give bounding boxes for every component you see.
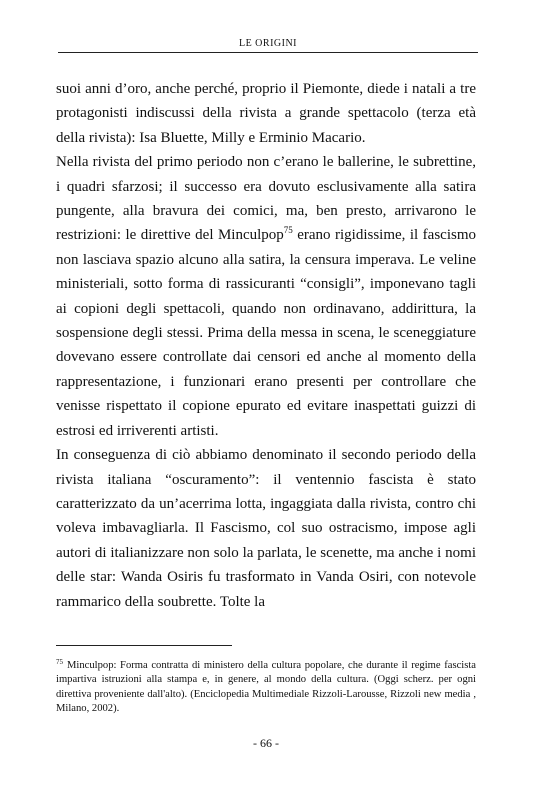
paragraph-text: Nella rivista del primo periodo non c’erano le ballerine, le subrettine, i quadri sfarzosi; il successo era dovuto esclusivamente alla satira pungente, alla bravura dei comici, ma, ben presto, arrivarono le restrizioni: le direttive del Minculpop xyxy=(56,154,476,244)
footnote-text: Minculpop: Forma contratta di ministero della cultura popolare, che durante il regime fascista impartiva istruzioni alla stampa e, in genere, al mondo della cultura. (Oggi scherz. per ogni direttiva proveniente dall'alto). (Enciclopedia Multimediale Rizzoli-Larousse, Rizzoli new media , Milano, 2002). xyxy=(56,660,476,715)
running-header: LE ORIGINI xyxy=(238,38,298,49)
footnote-divider xyxy=(56,645,232,646)
footnote-number: 75 xyxy=(56,658,63,666)
paragraph: In conseguenza di ciò abbiamo denominato il secondo periodo della rivista italiana “oscuramento”: il ventennio fascista è stato caratterizzato da un’acerrima lotta, ingaggiata dalla rivista, contro chi voleva imbavagliarla. Il Fascismo, col suo ostracismo, impose agli autori di italianizzare non solo la parlata, le scenette, ma anche i nomi delle star: Wanda Osiris fu trasformato in Vanda Osiri, con notevole rammarico della soubrette. Tolte la xyxy=(56,447,476,610)
paragraph: suoi anni d’oro, anche perché, proprio il Piemonte, diede i natali a tre protagonisti indiscussi della rivista a grande spettacolo (terza età della rivista): Isa Bluette, Milly e Erminio Macario. xyxy=(56,81,476,146)
header-divider xyxy=(58,52,478,53)
page-number: - 66 - xyxy=(253,736,279,750)
paragraph xyxy=(56,150,476,443)
footnote-reference: 75 xyxy=(283,225,293,236)
footnote xyxy=(56,659,476,717)
main-text xyxy=(56,77,476,614)
paragraph-text: erano rigidissime, il fascismo non lasciava spazio alcuno alla satira, la censura imperava. Le veline ministeriali, sotto forma di rassicuranti “consigli”, imponevano tagli ai copioni degli spettacoli, quando non ordinavano, addirittura, la sospensione degli stessi. Prima della messa in scena, le sceneggiature dovevano essere controllate dai censori ed anche al momento della rappresentazione, i funzionari erano presenti per controllare che venisse rispettato il copione epurato ed evitare inaspettati guizzi di estrosi ed irriverenti artisti. xyxy=(56,227,476,439)
